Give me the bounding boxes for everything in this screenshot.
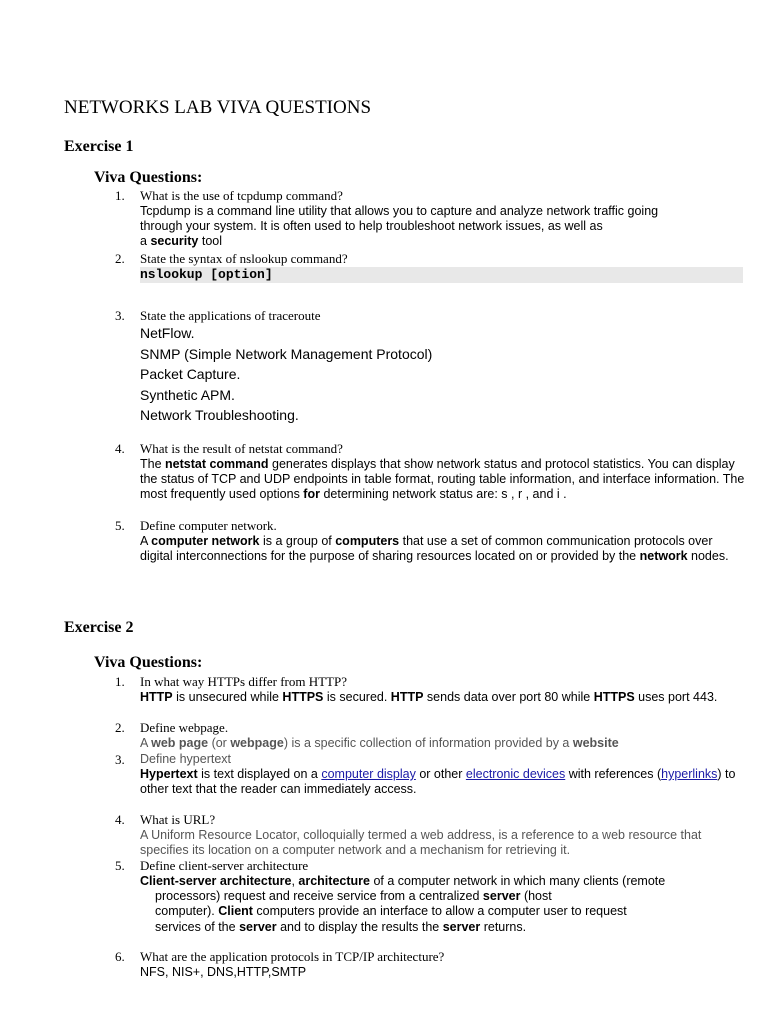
question-number: 1. <box>115 674 125 689</box>
question-text: Define hypertext <box>140 752 232 766</box>
question-number: 6. <box>115 949 125 964</box>
question-text: Define client-server architecture <box>140 858 309 873</box>
question-number: 2. <box>115 251 125 266</box>
answer-text: A Uniform Resource Locator, colloquially termed a web address, is a reference to a web resource that specifies its location on a computer network and a mechanism for retrieving it. <box>140 828 702 858</box>
question-text: What are the application protocols in TCP/IP architecture? <box>140 949 445 964</box>
hyperlinks-link[interactable]: hyperlinks <box>661 767 718 781</box>
question-text: Define computer network. <box>140 518 277 533</box>
answer-line: Tcpdump is a command line utility that allows you to capture and analyze network traffic going <box>140 204 659 218</box>
answer-text: Hypertext is text displayed on a computer display or other electronic devices with references (hyperlinks) to other text that the reader can immediately access. <box>140 767 736 797</box>
answer-line: Client-server architecture, architecture of a computer network in which many clients (remote <box>140 874 666 888</box>
application-item: Network Troubleshooting. <box>140 407 299 423</box>
answer-text: HTTP is unsecured while HTTPS is secured. HTTP sends data over port 80 while HTTPS uses port 443. <box>140 690 718 704</box>
question-number: 3. <box>115 752 125 767</box>
application-item: Synthetic APM. <box>140 387 235 403</box>
exercise-2-heading: Exercise 2 <box>64 619 134 636</box>
answer-line: through your system. It is often used to help troubleshoot network issues, as well as <box>140 219 603 234</box>
computer-display-link[interactable]: computer display <box>321 767 416 781</box>
exercise-1-viva-heading: Viva Questions: <box>94 169 203 186</box>
application-item: NetFlow. <box>140 325 195 341</box>
answer-text: The netstat command generates displays that show network status and protocol statistics. You can display the status of TCP and UDP endpoints in table format, routing table information, and interface information. The most frequently used options for determining network status are: s , r , and i . <box>140 457 745 502</box>
application-item: Packet Capture. <box>140 366 241 382</box>
question-number: 5. <box>115 518 125 533</box>
exercise-1-heading: Exercise 1 <box>64 138 134 155</box>
question-number: 2. <box>115 720 125 735</box>
exercise-2-viva-heading: Viva Questions: <box>94 654 203 671</box>
question-number: 4. <box>115 812 125 827</box>
code-snippet: nslookup [option] <box>140 267 743 283</box>
electronic-devices-link[interactable]: electronic devices <box>465 767 566 781</box>
question-number: 3. <box>115 308 125 323</box>
answer-text: A web page (or webpage) is a specific collection of information provided by a website <box>140 736 619 750</box>
question-text: State the syntax of nslookup command? <box>140 251 348 266</box>
question-number: 1. <box>115 188 125 203</box>
page-title: NETWORKS LAB VIVA QUESTIONS <box>64 97 372 118</box>
answer-line: services of the server and to display the results the server returns. <box>155 919 527 934</box>
question-text: What is the result of netstat command? <box>140 441 343 456</box>
question-text: What is URL? <box>140 812 216 827</box>
answer-line: processors) request and receive service from a centralized server (host <box>155 889 552 904</box>
application-item: SNMP (Simple Network Management Protocol) <box>140 346 433 362</box>
answer-line: computer). Client computers provide an interface to allow a computer user to request <box>155 904 627 919</box>
question-number: 5. <box>115 858 125 873</box>
question-text: Define webpage. <box>140 720 229 735</box>
question-text: What is the use of tcpdump command? <box>140 188 343 203</box>
question-text: In what way HTTPs differ from HTTP? <box>140 674 347 689</box>
answer-line: a security tool <box>140 234 223 249</box>
question-number: 4. <box>115 441 125 456</box>
answer-text <box>140 204 745 250</box>
answer-text: NFS, NIS+, DNS,HTTP,SMTP <box>140 965 307 979</box>
answer-text: A computer network is a group of computers that use a set of common communication protocols over digital interconnections for the purpose of sharing resources located on or provided by the network nodes. <box>140 534 729 564</box>
question-text: State the applications of traceroute <box>140 308 321 323</box>
answer-text <box>140 874 745 935</box>
